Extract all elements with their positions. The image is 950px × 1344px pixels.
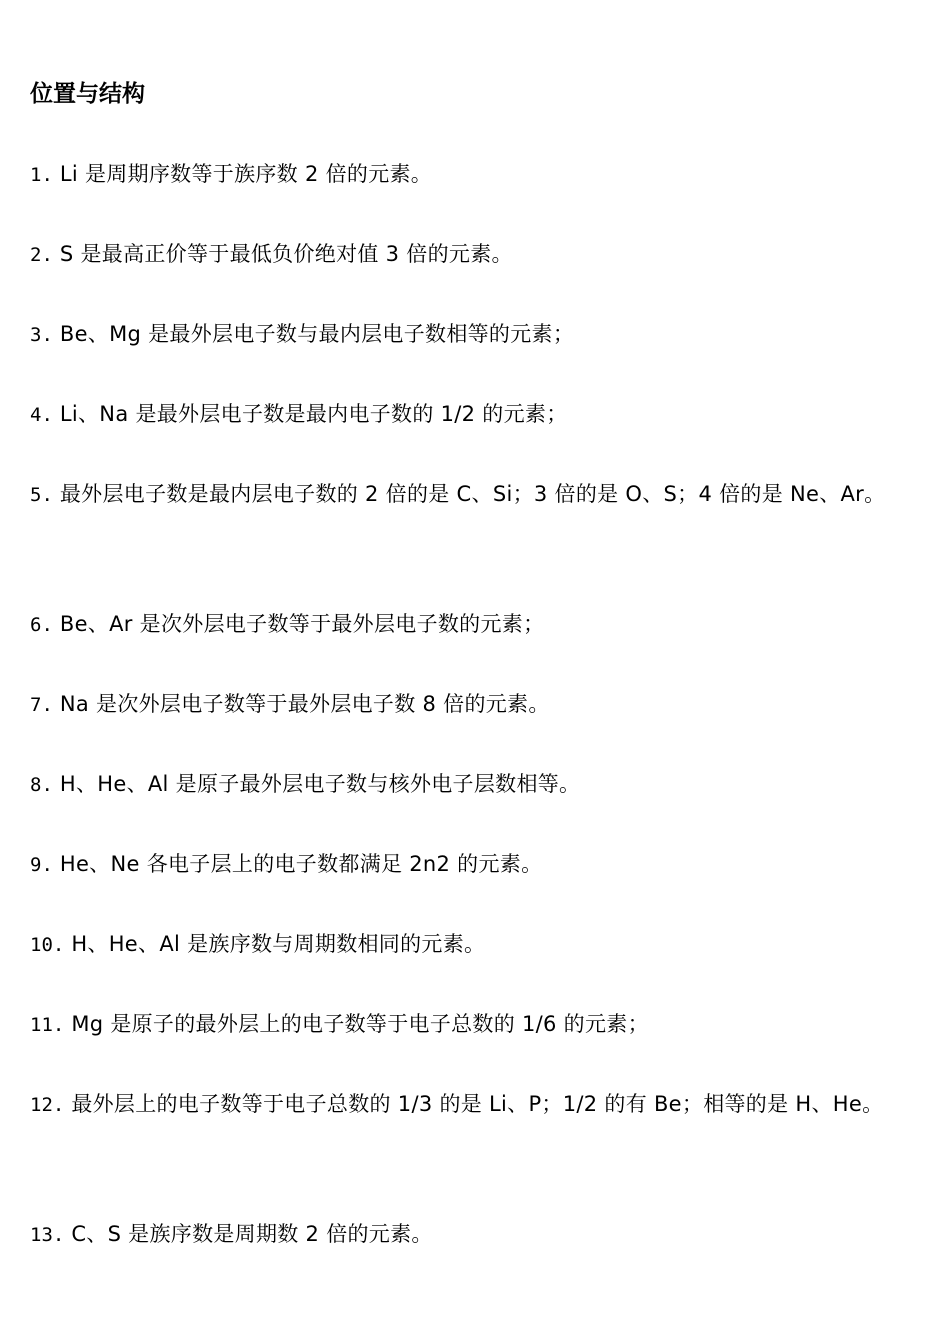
item-number: 5.: [30, 484, 53, 506]
item-number: 4.: [30, 404, 53, 426]
list-item: [30, 919, 925, 970]
list-item: [30, 839, 925, 890]
list-item: [30, 679, 925, 730]
item-number: 12.: [30, 1094, 65, 1116]
list-item: [30, 469, 925, 520]
item-text: Be、Mg 是最外层电子数与最内层电子数相等的元素；: [59, 322, 575, 346]
list-item: [30, 999, 925, 1050]
list-item: [30, 309, 925, 360]
list-item: [30, 1079, 925, 1130]
item-text: Mg 是原子的最外层上的电子数等于电子总数的 1/6 的元素；: [71, 1012, 649, 1036]
item-text: C、S 是族序数是周期数 2 倍的元素。: [71, 1222, 433, 1246]
item-number: 2.: [30, 244, 53, 266]
item-number: 7.: [30, 694, 53, 716]
item-text: Be、Ar 是次外层电子数等于最外层电子数的元素；: [59, 612, 545, 636]
item-number: 1.: [30, 164, 53, 186]
item-text: S 是最高正价等于最低负价绝对值 3 倍的元素。: [59, 242, 513, 266]
item-text: H、He、Al 是原子最外层电子数与核外电子层数相等。: [59, 772, 581, 796]
item-text: Li、Na 是最外层电子数是最内电子数的 1/2 的元素；: [59, 402, 568, 426]
item-number: 10.: [30, 934, 65, 956]
item-number: 9.: [30, 854, 53, 876]
item-number: 8.: [30, 774, 53, 796]
item-number: 13.: [30, 1224, 65, 1246]
list-item: [30, 229, 925, 280]
item-text: 最外层上的电子数等于电子总数的 1/3 的是 Li、P；1/2 的有 Be；相等的是 H、He。: [71, 1092, 884, 1116]
list-item: [30, 389, 925, 440]
list-item: [30, 759, 925, 810]
item-text: 最外层电子数是最内层电子数的 2 倍的是 C、Si；3 倍的是 O、S；4 倍的是 Ne、Ar。: [59, 482, 886, 506]
item-text: Li 是周期序数等于族序数 2 倍的元素。: [59, 162, 433, 186]
item-text: Na 是次外层电子数等于最外层电子数 8 倍的元素。: [59, 692, 550, 716]
list-item: [30, 599, 925, 650]
list-item: [30, 149, 925, 200]
item-number: 11.: [30, 1014, 65, 1036]
item-text: He、Ne 各电子层上的电子数都满足 2n2 的元素。: [59, 852, 543, 876]
list-item: [30, 1209, 925, 1260]
item-number: 3.: [30, 324, 53, 346]
item-number: 6.: [30, 614, 53, 636]
item-text: H、He、Al 是族序数与周期数相同的元素。: [71, 932, 486, 956]
section-title: 位置与结构: [30, 81, 145, 107]
